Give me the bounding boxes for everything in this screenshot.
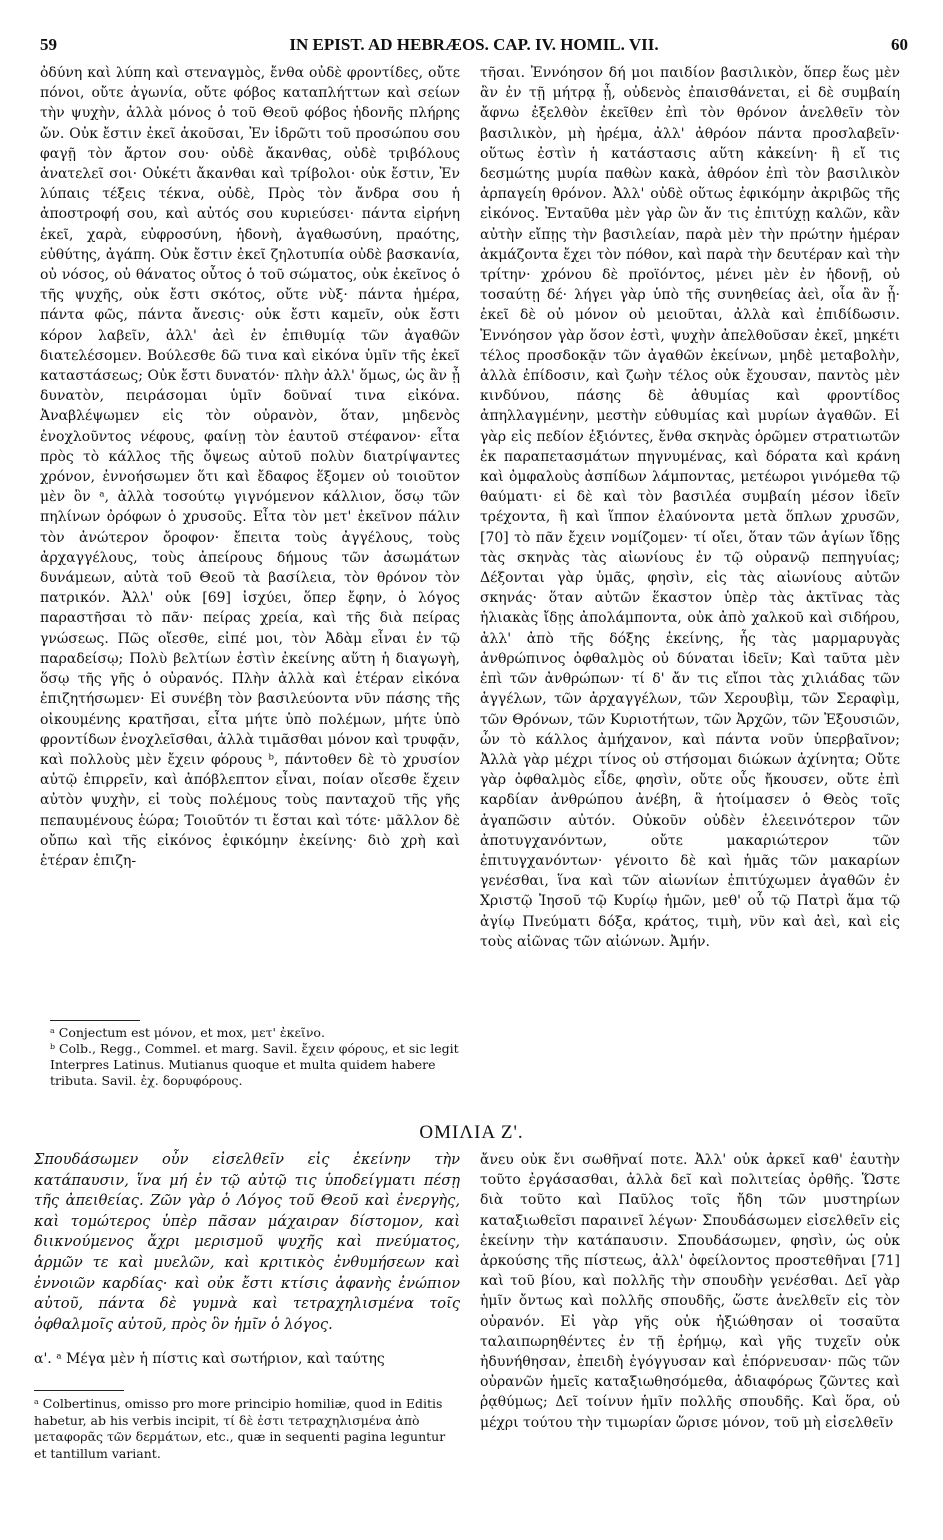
homily-start: α'. ᵃ Μέγα μὲν ἡ πίστις καὶ σωτήριον, καὶ ταύτης [34,1351,385,1368]
running-header [40,34,908,56]
body-paragraph: τῆσαι. Ἐννόησον δή μοι παιδίον βασιλικὸν, ὅπερ ἕως μὲν ἂν ἐν τῇ μήτρᾳ ᾖ, οὐδενὸς ἐπαισθάνεται, εἰ δὲ συμβαίη ἄφνω ἐξελθὸν ἐκεῖθεν ἐπὶ τὸν θρόνον ἀνελθεῖν τὸν βασιλικὸν, μὴ ἠρέμα, ἀλλ' ἀθρόον πάντα προσλαβεῖν· οὕτως ἐστὶν ἡ κατάστασις αὕτη κἀκείνη· ἢ εἴ τις δεσμώτης μυρία παθὼν κακὰ, ἀθρόον ἐπὶ τὸν βασιλικὸν ἁρπαγείη θρόνον. Ἀλλ' οὐδὲ οὕτως ἐφικόμην ἀκριβῶς τῆς εἰκόνος. Ἐνταῦθα μὲν γὰρ ὢν ἄν τις ἐπιτύχῃ καλῶν, κἂν αὐτὴν εἴπῃς τὴν βασιλείαν, παρὰ μὲν τὴν πρώτην ἡμέραν ἀκμάζοντα ἔχει τὸν πόθον, καὶ παρὰ τὴν δευτέραν καὶ τὴν τρίτην· χρόνου δὲ προϊόντος, μένει μὲν ἐν ἡδονῇ, οὐ τοσαύτῃ δέ· λήγει γὰρ ὑπὸ τῆς συνηθείας ἀεὶ, οἷα ἂν ᾖ· ἐκεῖ δὲ οὐ μόνον οὐ μειοῦται, ἀλλὰ καὶ ἐπιδίδωσιν. Ἐννόησον γὰρ ὅσον ἐστὶ, ψυχὴν ἀπελθοῦσαν ἐκεῖ, μηκέτι τέλος προσδοκᾷν τῶν ἀγαθῶν ἐκείνων, μηδὲ μεταβολὴν, ἀλλὰ ἐπίδοσιν, καὶ ζωὴν τέλος οὐκ ἔχουσαν, παντὸς μὲν κινδύνου, πάσης δὲ ἀθυμίας καὶ φροντίδος ἀπηλλαγμένην, μεστὴν εὐθυμίας καὶ μυρίων ἀγαθῶν. Εἰ γὰρ εἰς πεδίον ἐξιόντες, ἔνθα σκηνὰς ὁρῶμεν στρατιωτῶν ἐκ παραπετασμάτων πηγνυμένας, καὶ δόρατα καὶ κράνη καὶ ὀμφαλοὺς ἀσπίδων λάμποντας, μετέωροι γινόμεθα τῷ θαύματι· εἰ δὲ καὶ τὸν βασιλέα συμβαίη μέσον ἰδεῖν τρέχοντα, ἢ καὶ ἵππον ἐλαύνοντα μετὰ ὅπλων χρυσῶν, [70] τὸ πᾶν ἔχειν νομίζομεν· τί οἴει, ὅταν τῶν ἁγίων ἴδῃς τὰς σκηνὰς τὰς αἰωνίους ἐν τῷ οὐρανῷ πεπηγυίας; Δέξονται γὰρ ὑμᾶς, φησὶν, εἰς τὰς αἰωνίους αὐτῶν σκηνάς· ὅταν αὐτῶν ἕκαστον ὑπὲρ τὰς ἀκτῖνας τὰς ἡλιακὰς ἴδῃς ἀπολάμποντα, οὐκ ἀπὸ χαλκοῦ καὶ σιδήρου, ἀλλ' ἀπὸ τῆς δόξης ἐκείνης, ἧς τὰς μαρμαρυγὰς ἀνθρώπινος ὀφθαλμὸς οὐ δύναται ἰδεῖν; Καὶ ταῦτα μὲν ἐπὶ τῶν ἀνθρώπων· τί δ' ἄν τις εἴποι τὰς χιλιάδας τῶν ἀγγέλων, τῶν ἀρχαγγέλων, τῶν Χερουβὶμ, τῶν Σεραφὶμ, τῶν Θρόνων, τῶν Κυριοτήτων, τῶν Ἀρχῶν, τῶν Ἐξουσιῶν, ὧν τὸ κάλλος ἀμήχανον, καὶ πάντα νοῦν ὑπερβαῖνον; Ἀλλὰ γὰρ μέχρι τίνος οὐ στήσομαι διώκων ἀχίνητα; Οὔτε γὰρ ὀφθαλμὸς εἶδε, φησὶν, οὔτε οὖς ἤκουσεν, οὔτε ἐπὶ καρδίαν ἀνθρώπου ἀνέβη, ἃ ἡτοίμασεν ὁ Θεὸς τοῖς ἀγαπῶσιν αὐτόν. Οὐκοῦν οὐδὲν ἐλεεινότερον τῶν ἀποτυγχανόντων, οὔτε μακαριώτερον τῶν ἐπιτυγχανόντων· γένοιτο δὲ καὶ ἡμᾶς τῶν μακαρίων γενέσθαι, ἵνα καὶ τῶν αἰωνίων ἐπιτύχωμεν ἀγαθῶν ἐν Χριστῷ Ἰησοῦ τῷ Κυρίῳ ἡμῶν, μεθ' οὗ τῷ Πατρὶ ἅμα τῷ ἁγίῳ Πνεύματι δόξα, κράτος, τιμὴ, νῦν καὶ ἀεὶ, καὶ εἰς τοὺς αἰῶνας τῶν αἰώνων. Ἀμήν. [480,65,900,950]
running-title: IN EPIST. AD HEBRÆOS. CAP. IV. HOMIL. VII. [289,35,659,54]
footnote: ᵃ Conjectum est μόνον, et mox, μετ' ἐκεῖνο. [50,1025,325,1040]
footnote: ᵇ Colb., Regg., Commel. et marg. Savil. ἔχειν φόρους, et sic legit Interpres Latinus. Mutianus quoque et multa quidem habere tributa. Savil. ἐχ. δορυφόρους. [50,1041,459,1088]
left-column-bottom [34,1150,460,1370]
footnote: ᵃ Colbertinus, omisso pro more principio homiliæ, quod in Editis habetur, ab his verbis incipit, τί δὲ ἐστι τετραχηλισμένα ἀπὸ μεταφορᾶς τῶν δερμάτων, etc., quæ in sequenti pagina leguntur et tantillum variant. [34,1396,446,1461]
right-column-bottom [480,1150,900,1433]
page-number-right: 60 [891,35,908,54]
left-column-top [40,63,460,871]
body-paragraph: ὀδύνη καὶ λύπη καὶ στεναγμὸς, ἔνθα οὐδὲ φροντίδες, οὔτε πόνοι, οὔτε ἀγωνία, οὔτε φόβος καταπλήττων καὶ σείων τὴν ψυχὴν, ἀλλὰ μόνος ὁ τοῦ Θεοῦ φόβος ἡδονῆς πλήρης ὤν. Οὐκ ἔστιν ἐκεῖ ἀκοῦσαι, Ἐν ἱδρῶτι τοῦ προσώπου σου φαγῇ τὸν ἄρτον σου· οὐδὲ ἄκανθας, οὐδὲ τριβόλους ἀνατελεῖ σοι· Οὐκέτι ἄκανθαι καὶ τρίβολοι· οὐκ ἔστιν, Ἐν λύπαις τέξεις τέκνα, οὐδὲ, Πρὸς τὸν ἄνδρα σου ἡ ἀποστροφή σου, καὶ αὐτός σου κυριεύσει· πάντα εἰρήνη ἐκεῖ, χαρὰ, εὐφροσύνη, ἡδονὴ, ἀγαθωσύνη, πραότης, εὐθύτης, ἀγάπη. Οὐκ ἔστιν ἐκεῖ ζηλοτυπία οὐδὲ βασκανία, οὐ νόσος, οὐ θάνατος οὗτος ὁ τοῦ σώματος, οὐκ ἐκεῖνος ὁ τῆς ψυχῆς, οὐκ ἔστι σκότος, οὔτε νὺξ· πάντα ἡμέρα, πάντα φῶς, πάντα ἄνεσις· οὐκ ἔστι καμεῖν, οὐκ ἔστι κόρον λαβεῖν, ἀλλ' ἀεὶ ἐν ἐπιθυμίᾳ τῶν ἀγαθῶν διατελέσομεν. Βούλεσθε δῶ τινα καὶ εἰκόνα ὑμῖν τῆς ἐκεῖ καταστάσεως; Οὐκ ἔστι δυνατόν· πλὴν ἀλλ' ὅμως, ὡς ἂν ᾖ δυνατὸν, πειράσομαι ὑμῖν δοῦναί τινα εἰκόνα. Ἀναβλέψωμεν εἰς τὸν οὐρανὸν, ὅταν, μηδενὸς ἐνοχλοῦντος νέφους, φαίνῃ τὸν ἑαυτοῦ στέφανον· εἶτα πρὸς τὸ κάλλος τῆς ὄψεως αὐτοῦ πολὺν διατρίψαντες χρόνον, ἐννοήσωμεν ὅτι καὶ ἔδαφος ἕξομεν οὐ τοιοῦτον μὲν ὂν ᵃ, ἀλλὰ τοσούτῳ γιγνόμενον κάλλιον, ὅσῳ τῶν πηλίνων ὀρόφων ὁ χρυσοῦς. Εἶτα τὸν μετ' ἐκεῖνον πάλιν τὸν ἀνώτερον ὄροφον· ἔπειτα τοὺς ἀγγέλους, τοὺς ἀρχαγγέλους, τοὺς ἀπείρους δήμους τῶν ἀσωμάτων δυνάμεων, αὐτὰ τοῦ Θεοῦ τὰ βασίλεια, τὸν θρόνον τὸν πατρικόν. Ἀλλ' οὐκ [69] ἰσχύει, ὅπερ ἔφην, ὁ λόγος παραστῆσαι τὸ πᾶν· πείρας χρεία, καὶ τῆς διὰ πείρας γνώσεως. Πῶς οἴεσθε, εἰπέ μοι, τὸν Ἀδὰμ εἶναι ἐν τῷ παραδείσῳ; Πολὺ βελτίων ἐστὶν ἐκείνης αὕτη ἡ διαγωγὴ, ὅσῳ τῆς γῆς ὁ οὐρανός. Πλὴν ἀλλὰ καὶ ἑτέραν εἰκόνα ἐπιζητήσωμεν· Εἰ συνέβη τὸν βασιλεύοντα νῦν πάσης τῆς οἰκουμένης κρατῆσαι, εἶτα μήτε ὑπὸ πολέμων, μήτε ὑπὸ φροντίδων ἐνοχλεῖσθαι, ἀλλὰ τιμᾶσθαι μόνον καὶ τρυφᾷν, καὶ πολλοὺς μὲν ἔχειν φόρους ᵇ, πάντοθεν δὲ τὸ χρυσίον αὐτῷ ἐπιρρεῖν, καὶ ἀπόβλεπτον εἶναι, ποίαν οἴεσθε ἔχειν αὐτὸν ψυχὴν, εἰ τοὺς πολέμους τοὺς πανταχοῦ τῆς γῆς πεπαυμένους ἑώρα; Τοιοῦτόν τι ἔσται καὶ τότε· μᾶλλον δὲ οὔπω καὶ τῆς εἰκόνος ἐφικόμην ἐκείνης· διὸ χρὴ καὶ ἑτέραν ἐπιζη- [40,65,460,869]
footnotes-bottom [34,1396,460,1462]
body-paragraph: ἄνευ οὐκ ἔνι σωθῆναί ποτε. Ἀλλ' οὐκ ἀρκεῖ καθ' ἑαυτὴν τοῦτο ἐργάσασθαι, ἀλλὰ δεῖ καὶ πολιτείας ὀρθῆς. Ὥστε διὰ τοῦτο καὶ Παῦλος τοῖς ἤδη τῶν μυστηρίων καταξιωθεῖσι παραινεῖ λέγων· Σπουδάσωμεν εἰσελθεῖν εἰς ἐκείνην τὴν κατάπαυσιν. Σπουδάσωμεν, φησὶν, ὡς οὐκ ἀρκούσης τῆς πίστεως, ἀλλ' ὀφείλοντος προστεθῆναι [71] καὶ τοῦ βίου, καὶ πολλῆς τὴν σπουδὴν γενέσθαι. Δεῖ γὰρ ἡμῖν ὄντως καὶ πολλῆς σπουδῆς, ὥστε ἀνελθεῖν εἰς τὸν οὐρανόν. Εἰ γὰρ γῆς οὐκ ἠξιώθησαν οἱ τοσαῦτα ταλαιπωρηθέντες ἐν τῇ ἐρήμῳ, καὶ γῆς τυχεῖν οὐκ ἠδυνήθησαν, ἐπειδὴ ἐγόγγυσαν καὶ ἐπόρνευσαν· πῶς τῶν οὐρανῶν ἡμεῖς καταξιωθησόμεθα, ἀδιαφόρως ζῶντες καὶ ῥᾳθύμως; Δεῖ τοίνυν ἡμῖν πολλῆς σπουδῆς. Καὶ ὅρα, οὐ μέχρι τούτου τὴν τιμωρίαν ὥρισε μόνον, τοῦ μὴ εἰσελθεῖν [480,1152,900,1431]
page-number-left: 59 [40,35,57,54]
footnote-rule [50,1020,140,1021]
footnotes-top [50,1025,460,1089]
scripture-lemma: Σπουδάσωμεν οὖν εἰσελθεῖν εἰς ἐκείνην τὴν κατάπαυσιν, ἵνα μή ἐν τῷ αὐτῷ τις ὑποδείγματι πέσῃ τῆς ἀπειθείας. Ζῶν γὰρ ὁ Λόγος τοῦ Θεοῦ καὶ ἐνεργὴς, καὶ τομώτερος ὑπὲρ πᾶσαν μάχαιραν δίστομον, καὶ διικνούμενος ἄχρι μερισμοῦ ψυχῆς καὶ πνεύματος, ἁρμῶν τε καὶ μυελῶν, καὶ κριτικὸς ἐνθυμήσεων καὶ ἐννοιῶν καρδίας· καὶ οὐκ ἔστι κτίσις ἀφανὴς ἐνώπιον αὐτοῦ, πάντα δὲ γυμνὰ καὶ τετραχηλισμένα τοῖς ὀφθαλμοῖς αὐτοῦ, πρὸς ὃν ἡμῖν ὁ λόγος. [34,1151,460,1333]
footnote-rule [34,1390,124,1391]
right-column-top [480,63,900,952]
homily-title: ΟΜΙΛΙΑ Ζ'. [419,1122,524,1143]
